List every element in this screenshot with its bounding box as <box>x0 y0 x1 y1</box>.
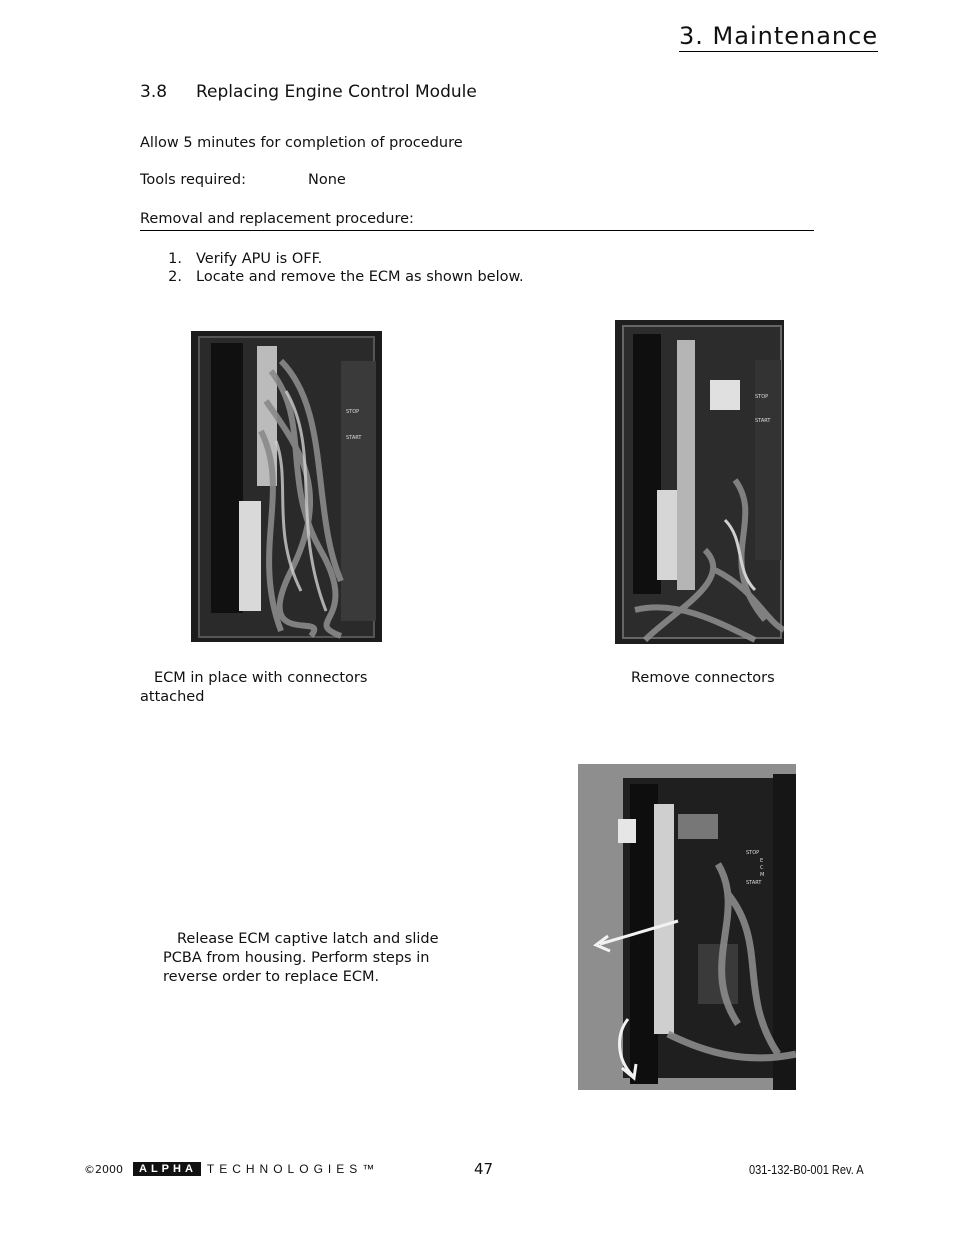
photo-label-stop: STOP <box>755 394 769 400</box>
photo-release-latch <box>578 764 796 1090</box>
logo-alpha: ALPHA <box>133 1162 201 1176</box>
caption-line: attached <box>140 689 205 705</box>
tools-value: None <box>308 172 346 188</box>
section-heading <box>140 82 477 102</box>
photo-ecm-in-place <box>191 331 382 642</box>
photo-label-e: E <box>760 858 764 864</box>
photo-label-start: START <box>346 435 362 441</box>
chapter-title: 3. Maintenance <box>679 22 879 50</box>
page-number: 47 <box>474 1160 494 1178</box>
photo-label-c: C <box>760 865 764 871</box>
logo-technologies: TECHNOLOGIES™ <box>206 1162 380 1176</box>
procedure-heading: Removal and replacement procedure: <box>140 211 814 231</box>
section-number: 3.8 <box>140 82 168 102</box>
photo-label-m: M <box>760 872 765 878</box>
step-1 <box>140 251 322 267</box>
step-text: Verify APU is OFF. <box>196 251 323 267</box>
section-title: Replacing Engine Control Module <box>196 82 477 102</box>
photo-label-start: START <box>755 418 771 424</box>
step-number: 2. <box>168 269 182 285</box>
footer-brand <box>84 1162 379 1176</box>
caption-line: PCBA from housing. Perform steps in <box>163 950 430 966</box>
caption-line: Release ECM captive latch and slide <box>177 931 439 947</box>
tools-label: Tools required: <box>140 172 246 188</box>
caption-release-latch <box>163 930 483 987</box>
caption-ecm-in-place <box>140 669 420 707</box>
photo-label-stop: STOP <box>746 850 760 856</box>
photo-label-start: START <box>746 880 762 886</box>
copyright: ©2000 <box>84 1162 123 1176</box>
caption-remove-connectors: Remove connectors <box>631 670 775 686</box>
caption-line: ECM in place with connectors <box>154 670 368 686</box>
photo-label-stop: STOP <box>346 409 360 415</box>
step-number: 1. <box>168 251 182 267</box>
photo-remove-connectors <box>615 320 784 644</box>
document-id: 031-132-B0-001 Rev. A <box>749 1162 864 1177</box>
step-text: Locate and remove the ECM as shown below. <box>196 269 524 285</box>
alpha-logo <box>133 1162 379 1176</box>
caption-line: reverse order to replace ECM. <box>163 969 380 985</box>
time-note: Allow 5 minutes for completion of procedure <box>140 135 463 151</box>
step-2 <box>140 269 524 285</box>
